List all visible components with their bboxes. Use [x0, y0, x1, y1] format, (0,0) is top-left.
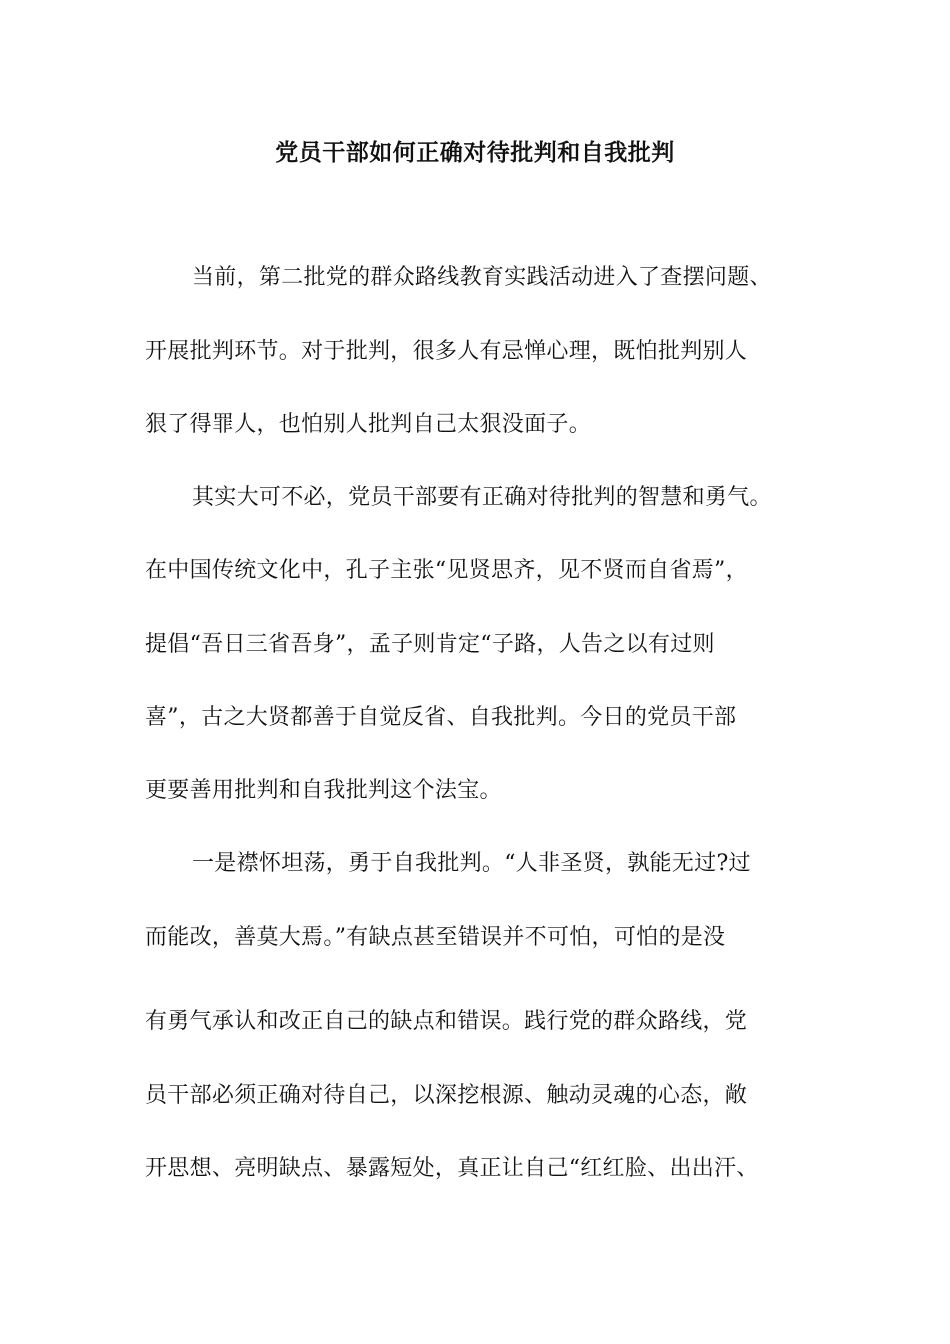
paragraph-2-line-3: 提倡“吾日三省吾身”，孟子则肯定“子路，人告之以有过则 — [145, 632, 715, 657]
paragraph-3-line-3: 有勇气承认和改正自己的缺点和错误。践行党的群众路线，党 — [145, 1009, 748, 1034]
paragraph-3-line-2: 而能改，善莫大焉。”有缺点甚至错误并不可怕，可怕的是没 — [145, 925, 726, 950]
paragraph-3-line-1: 一是襟怀坦荡，勇于自我批判。“人非圣贤，孰能无过?过 — [192, 851, 751, 876]
paragraph-3-line-4: 员干部必须正确对待自己，以深挖根源、触动灵魂的心态，敞 — [145, 1083, 748, 1108]
paragraph-2-line-5: 更要善用批判和自我批判这个法宝。 — [145, 778, 502, 803]
paragraph-1-line-1: 当前，第二批党的群众路线教育实践活动进入了查摆问题、 — [192, 265, 772, 290]
paragraph-3-line-5: 开思想、亮明缺点、暴露短处，真正让自己“红红脸、出出汗、 — [145, 1156, 759, 1181]
paragraph-2-line-1: 其实大可不必，党员干部要有正确对待批判的智慧和勇气。 — [192, 485, 772, 510]
paragraph-1-line-3: 狠了得罪人，也怕别人批判自己太狠没面子。 — [145, 412, 592, 437]
paragraph-2-line-2: 在中国传统文化中，孔子主张“见贤思齐，见不贤而自省焉”， — [145, 558, 748, 583]
document-title: 党员干部如何正确对待批判和自我批判 — [275, 140, 675, 166]
paragraph-1-line-2: 开展批判环节。对于批判，很多人有忌惮心理，既怕批判别人 — [145, 339, 748, 364]
paragraph-2-line-4: 喜”，古之大贤都善于自觉反省、自我批判。今日的党员干部 — [145, 705, 737, 730]
